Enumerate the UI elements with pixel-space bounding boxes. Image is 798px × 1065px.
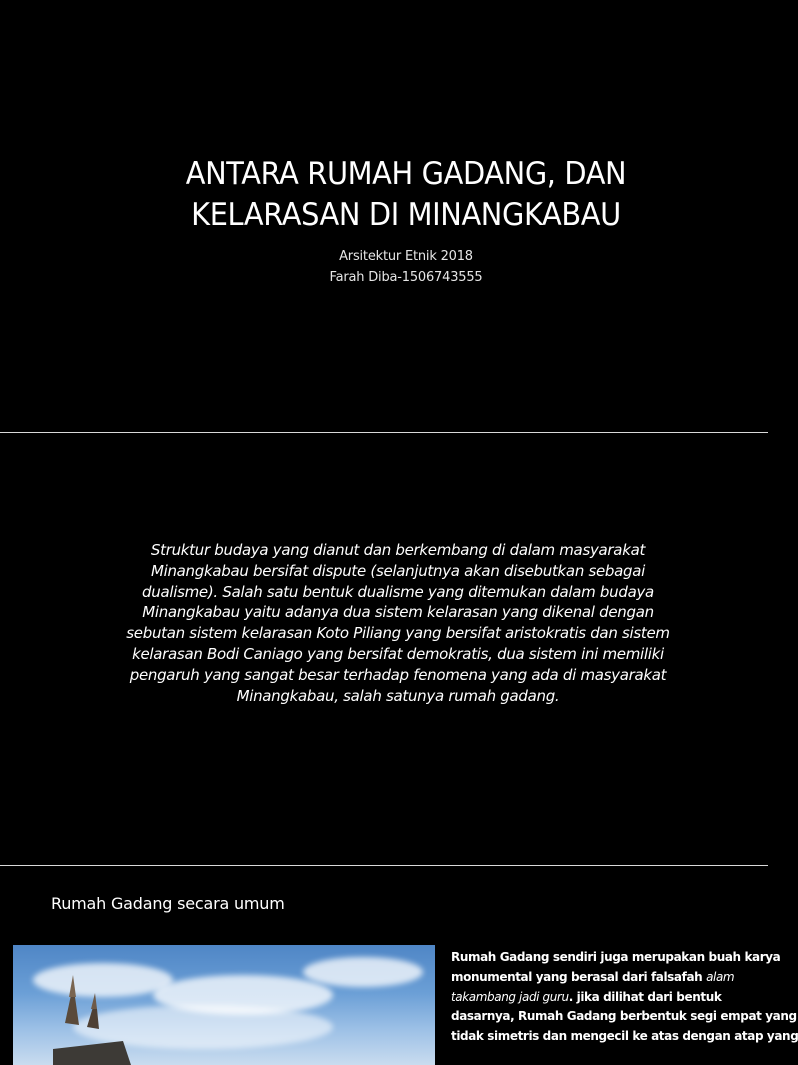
rumah-gadang-photo (13, 945, 435, 1065)
body-line: kelarasan Bodi Caniago yang bersifat demokratis, dua sistem ini memiliki (132, 644, 664, 663)
slide-body-text (92, 540, 704, 706)
description-line: takambang jadi guru. jika dilihat dari bentuk (451, 989, 722, 1004)
body-line: Struktur budaya yang dianut dan berkembang di dalam masyarakat (150, 541, 646, 559)
title-line-1: ANTARA RUMAH GADANG, DAN (185, 156, 627, 192)
body-line: Minangkabau bersifat dispute (selanjutnya akan disebutkan sebagai (150, 561, 646, 580)
body-line: pengaruh yang sangat besar terhadap fenomena yang ada di masyarakat (129, 665, 667, 684)
slide-1[interactable] (0, 0, 768, 432)
slide-heading: Rumah Gadang secara umum (51, 894, 285, 913)
italic-term: takambang jadi guru (451, 989, 569, 1004)
description-line: monumental yang berasal dari falsafah alam (451, 969, 735, 984)
body-line: sebutan sistem kelarasan Koto Piliang yang bersifat aristokratis dan sistem (126, 624, 670, 643)
description-line: Rumah Gadang sendiri juga merupakan buah karya (451, 950, 781, 964)
slide-subtitle (200, 246, 612, 288)
subtitle-line-1: Arsitektur Etnik 2018 (339, 249, 473, 264)
body-line: dualisme). Salah satu bentuk dualisme yang ditemukan dalam budaya (142, 582, 654, 601)
rumah-gadang-description (451, 948, 798, 1047)
title-line-2: KELARASAN DI MINANGKABAU (191, 197, 621, 233)
subtitle-line-2: Farah Diba-1506743555 (329, 270, 483, 285)
slide-title (121, 154, 690, 236)
description-line: dasarnya, Rumah Gadang berbentuk segi empat yang (451, 1009, 797, 1024)
body-line: Minangkabau yaitu adanya dua sistem kelarasan yang dikenal dengan (142, 603, 654, 622)
slide-2[interactable] (0, 433, 768, 865)
italic-term: alam (706, 969, 735, 984)
description-line: tidak simetris dan mengecil ke atas dengan atap yang (451, 1029, 798, 1044)
slide-3[interactable] (0, 866, 798, 1044)
body-line: Minangkabau, salah satunya rumah gadang. (236, 686, 560, 705)
roof-spire-icon (13, 945, 435, 1065)
